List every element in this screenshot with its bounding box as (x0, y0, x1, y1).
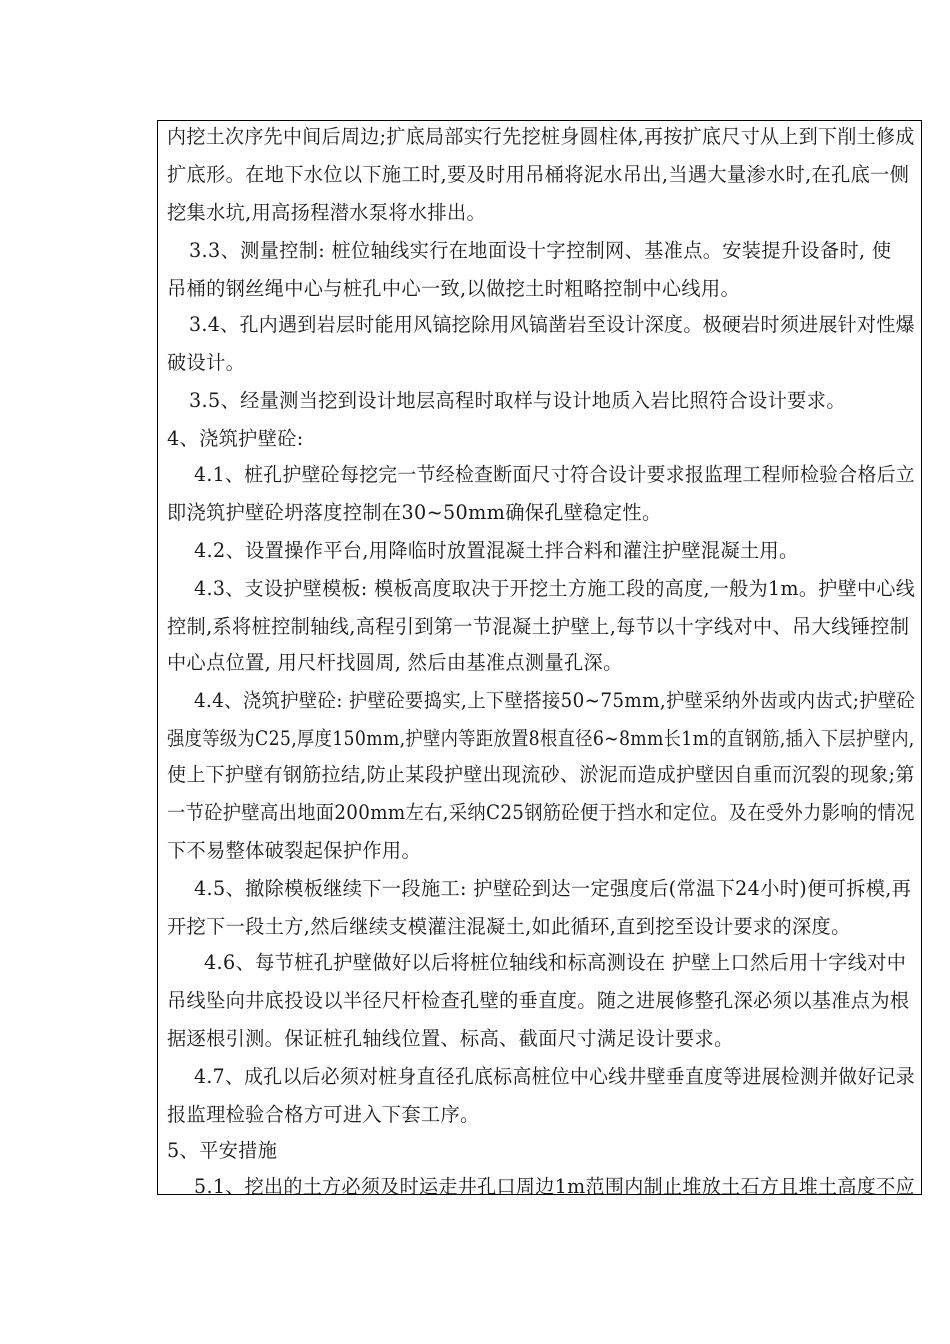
text-line: 扩底形。在地下水位以下施工时,要及时用吊桶将泥水吊出,当遇大量渗水时,在孔底一侧 (167, 163, 910, 186)
text-line: 即浇筑护壁砼坍落度控制在30~50mm确保孔壁稳定性。 (167, 501, 662, 524)
text-line: 一节砼护壁高出地面200mm左右,采纳C25钢筋砼便于挡水和定位。及在受外力影响的情况 (167, 801, 915, 824)
text-line: 4.6、每节桩孔护壁做好以后将桩位轴线和标高测设在 护壁上口然后用十字线对中 (204, 951, 907, 974)
text-line: 4.3、支设护壁模板: 模板高度取决于开挖土方施工段的高度,一般为1m。护壁中心线 (194, 577, 916, 600)
text-line: 控制,系将桩控制轴线,高程引到第一节混凝土护壁上,每节以十字线对中、吊大线锤控制 (167, 615, 910, 638)
text-line: 强度等级为C25,厚度150mm,护壁内等距放置8根直径6~8mm长1m的直钢筋,插入下层护壁内, (167, 727, 915, 750)
text-line: 破设计。 (167, 351, 246, 374)
text-line: 4.2、设置操作平台,用降临时放置混凝土拌合料和灌注护壁混凝土用。 (194, 539, 799, 562)
text-line: 3.4、孔内遇到岩层时能用风镐挖除用风镐凿岩至设计深度。极硬岩时须进展针对性爆 (189, 313, 915, 336)
text-line: 4、浇筑护壁砼: (167, 427, 304, 450)
text-line: 4.4、浇筑护壁砼: 护壁砼要捣实,上下壁搭接50~75mm,护壁采纳外齿或内齿式;护壁砼 (194, 689, 916, 712)
text-line: 挖集水坑,用高扬程潜水泵将水排出。 (167, 201, 487, 224)
text-line: 4.1、桩孔护壁砼每挖完一节经检查断面尺寸符合设计要求报监理工程师检验合格后立 (194, 463, 915, 486)
document-table-cell (157, 120, 922, 1198)
text-line: 开挖下一段土方,然后继续支模灌注混凝土,如此循环,直到挖至设计要求的深度。 (167, 915, 851, 938)
text-line: 使上下护壁有钢筋拉结,防止某段护壁出现流砂、淤泥而造成护壁因自重而沉裂的现象;第 (167, 763, 915, 786)
text-line: 内挖土次序先中间后周边;扩底局部实行先挖桩身圆柱体,再按扩底尺寸从上到下削土修成 (167, 125, 915, 148)
text-line: 下不易整体破裂起保护作用。 (167, 839, 421, 862)
text-line: 4.5、撤除模板继续下一段施工: 护壁砼到达一定强度后(常温下24小时)便可拆模,再 (194, 877, 912, 900)
text-line: 吊桶的钢丝绳中心与桩孔中心一致,以做挖土时粗略控制中心线用。 (167, 277, 741, 300)
text-line: 中心点位置, 用尺杆找圆周, 然后由基准点测量孔深。 (167, 651, 623, 674)
text-line: 5.1、挖出的土方必须及时运走井孔口周边1m范围内制止堆放土石方且堆土高度不应 (194, 1175, 915, 1198)
text-line: 4.7、成孔以后必须对桩身直径孔底标高桩位中心线井壁垂直度等进展检测并做好记录 (194, 1065, 915, 1088)
text-line: 3.3、测量控制: 桩位轴线实行在地面设十字控制网、基准点。安装提升设备时, 使 (189, 239, 892, 262)
text-line: 5、平安措施 (167, 1139, 278, 1162)
text-line: 3.5、经量测当挖到设计地层高程时取样与设计地质入岩比照符合设计要求。 (189, 389, 846, 412)
text-line: 报监理检验合格方可进入下套工序。 (167, 1103, 480, 1126)
text-line: 吊线坠向井底投设以半径尺杆检查孔壁的垂直度。随之进展修整孔深必须以基准点为根 (167, 989, 910, 1012)
text-line: 据逐根引测。保证桩孔轴线位置、标高、截面尺寸满足设计要求。 (167, 1027, 734, 1050)
